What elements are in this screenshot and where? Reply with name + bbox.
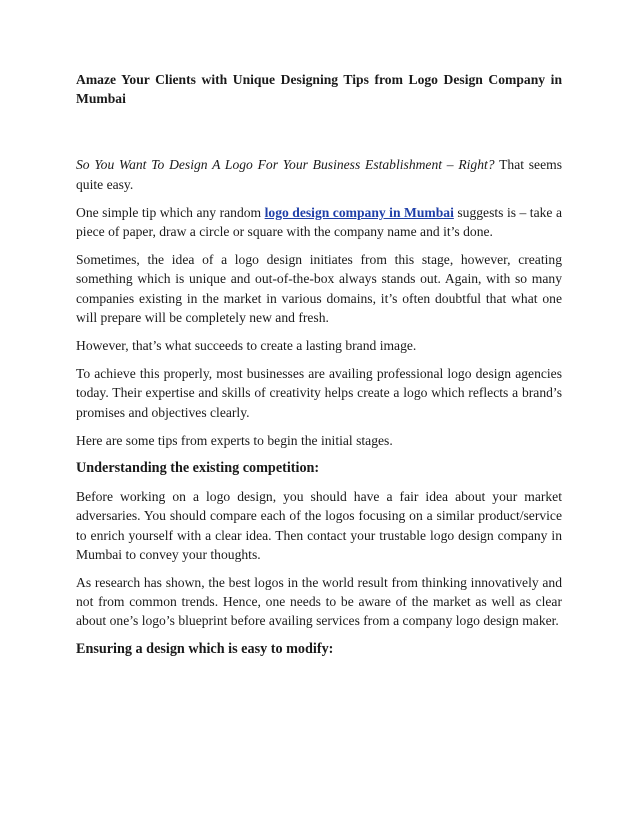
paragraph-sometimes: Sometimes, the idea of a logo design initiates from this stage, however, creating something which is unique and out-of-the-box always stands out. Again, with so many companies existing in the market in various domains, it’s often doubtful that what one will prepare will be completely new and fresh. (76, 252, 562, 325)
document-title: Amaze Your Clients with Unique Designing Tips from Logo Design Company in Mumbai (76, 72, 562, 107)
paragraph-research: As research has shown, the best logos in the world result from thinking innovatively and not from common trends. Hence, one needs to be aware of the market as well as clear about one’s logo’s blueprint before availing services from a company logo design maker. (76, 575, 562, 629)
paragraph-intro (76, 155, 562, 193)
paragraph-achieve: To achieve this properly, most businesses are availing professional logo design agencies today. Their expertise and skills of creativity helps create a logo which reflects a brand’s promises and objectives clearly. (76, 366, 562, 420)
paragraph-tips-intro: Here are some tips from experts to begin the initial stages. (76, 432, 393, 448)
document-page (76, 70, 562, 668)
heading-easy-modify: Ensuring a design which is easy to modify: (76, 640, 334, 657)
intro-rest: That seems quite easy. (76, 157, 562, 192)
simple-tip-after: suggests is – take a piece of paper, draw a circle or square with the company name and it’s done. (76, 204, 562, 240)
paragraph-however: However, that’s what succeeds to create a lasting brand image. (76, 338, 417, 354)
logo-design-company-link[interactable]: logo design company in Mumbai (264, 204, 454, 220)
paragraph-simple-tip (76, 203, 562, 241)
simple-tip-before: One simple tip which any random (76, 204, 265, 220)
intro-question: So You Want To Design A Logo For Your Business Establishment – Right? (76, 157, 495, 173)
paragraph-before-working: Before working on a logo design, you should have a fair idea about your market adversaries. You should compare each of the logos focusing on a similar product/service to enrich yourself with a clear idea. Then contact your trustable logo design company in Mumbai to convey your thoughts. (76, 489, 562, 562)
heading-competition: Understanding the existing competition: (76, 460, 320, 477)
